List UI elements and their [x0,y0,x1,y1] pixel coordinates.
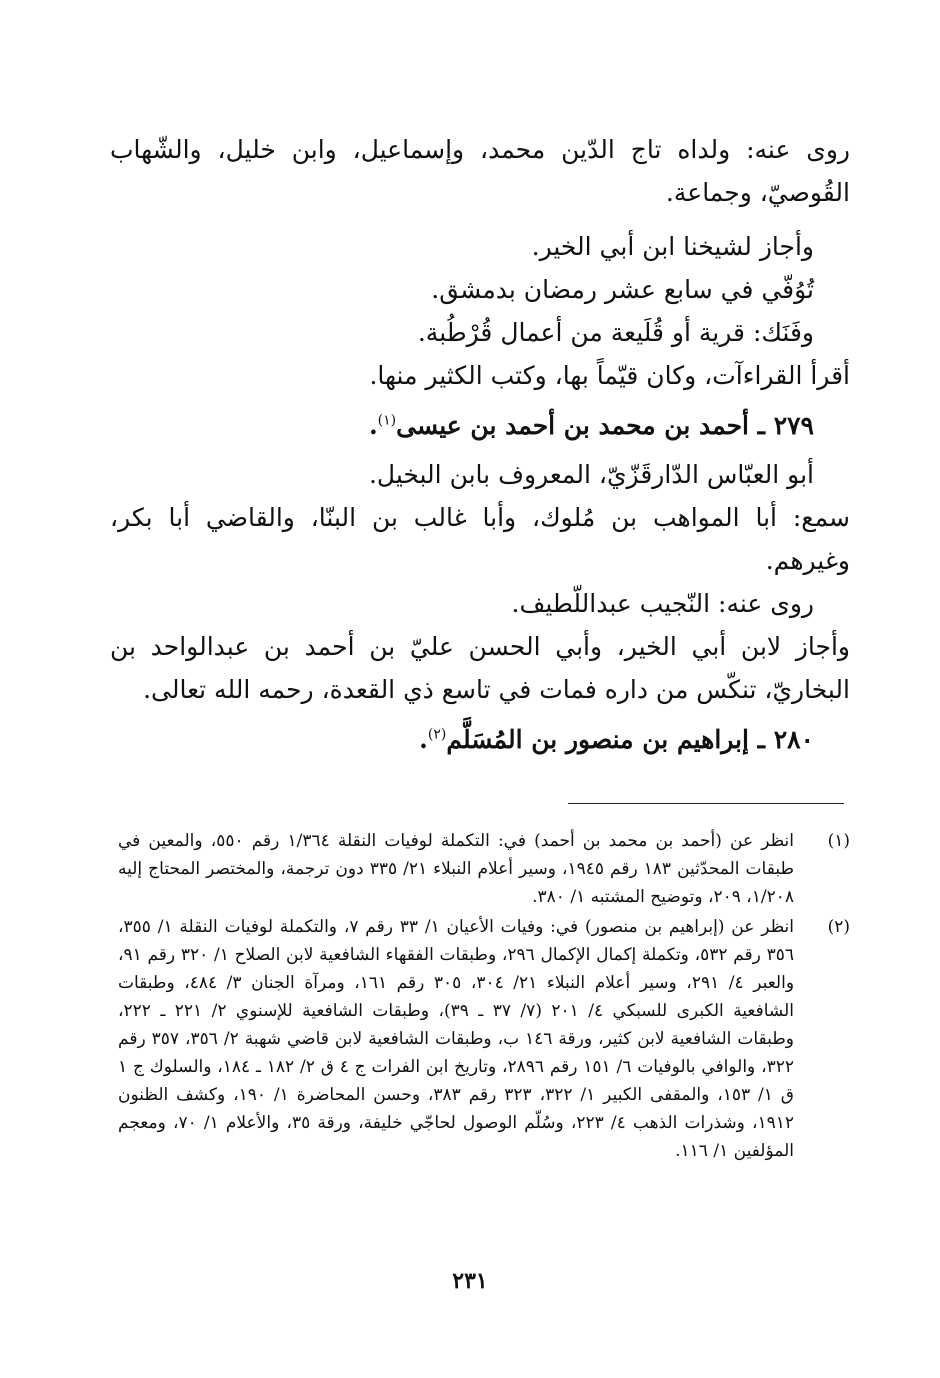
paragraph-licensed-2: وأجاز لابن أبي الخير، وأبي الحسن عليّ بن أحمد بن عبدالواحد بن البخاريّ، تنكّس من داره فمات في تاسع ذي القعدة، رحمه الله تعالى. [110,632,850,704]
footnote [118,913,850,1165]
paragraph-licensed: وأجاز لشيخنا ابن أبي الخير. [531,232,814,261]
entry-heading-279 [110,403,850,449]
paragraph-narrated-by-2: روى عنه: النّجيب عبداللّطيف. [511,589,814,618]
entry-heading-280 [110,717,850,763]
main-text [110,128,850,767]
entry-title: ٢٧٩ ـ أحمد بن محمد بن أحمد بن عيسى [396,411,814,440]
paragraph-kunya: أبو العبّاس الدّارقَزّيّ، المعروف بابن البخيل. [368,460,814,489]
footnote-text: انظر عن (إبراهيم بن منصور) في: وفيات الأعيان ١/ ٣٣ رقم ٧، والتكملة لوفيات النقلة ١/ ٣٥٥، ٣٥٦ رقم ٥٣٢، وتكملة إكمال الإكمال ٢٩٦، وطبقات الفقهاء الشافعية لابن الصلاح ١/ ٣٢٠ رقم ٩١، والعبر ٤/ ٢٩١، وسير أعلام النبلاء ٢١/ ٣٠٤، ٣٠٥ رقم ١٦١، ومرآة الجنان ٣/ ٤٨٤، وطبقات الشافعية الكبرى للسبكي ٤/ ٢٠١ (٧/ ٣٧ ـ ٣٩)، وطبقات الشافعية للإسنوي ٢/ ٢٢١ ـ ٢٢٢، وطبقات الشافعية لابن كثير، ورقة ١٤٦ ب، وطبقات الشافعية لابن قاضي شهبة ٢/ ٣٥٦، ٣٥٧ رقم ٣٢٢، والوافي بالوفيات ٦/ ١٥١ رقم ٢٨٩٦، وتاريخ ابن الفرات ج ٤ ق ٢/ ١٨٢ ـ ١٨٤، والسلوك ج ١ ق ١/ ١٥٣، والمقفى الكبير ١/ ٣٢٢، ٣٢٣ رقم ٣٨٣، وحسن المحاضرة ١/ ١٩٠، وكشف الظنون ١٩١٢، وشذرات الذهب ٤/ ٢٢٣، وسُلّم الوصول لحاجّي خليفة، ورقة ٣٥، والأعلام ١/ ٧٠، ومعجم المؤلفين ١/ ١١٦. [118,917,795,1161]
paragraph-heard: سمع: أبا المواهب بن مُلوك، وأبا غالب بن البنّا، والقاضي أبا بكر، وغيرهم. [110,503,850,575]
paragraph-narrated-by: روى عنه: ولداه تاج الدّين محمد، وإسماعيل، وابن خليل، والشّهاب القُوصيّ، وجماعة. [110,135,850,207]
paragraph-death: تُوُفّي في سابع عشر رمضان بدمشق. [431,275,814,304]
entry-end: . [419,725,428,754]
footnote-ref: (٢) [427,726,447,743]
paragraph-readings: أقرأ القراءآت، وكان قيّماً بها، وكتب الكثير منها. [369,361,850,390]
paragraph-fanak: وفَنَك: قرية أو قُلَيعة من أعمال قُرْطُبة. [417,318,814,347]
footnote-number: (٢) [827,917,850,937]
footnote-ref: (١) [377,412,397,429]
footnote-text: انظر عن (أحمد بن محمد بن أحمد) في: التكملة لوفيات النقلة ١/٣٦٤ رقم ٥٥٠، والمعين في طبقات المحدّثين ١٨٣ رقم ١٩٤٥، وسير أعلام النبلاء ٢١/ ٣٣٥ دون ترجمة، والمختصر المحتاج إليه ١/٢٠٨، ٢٠٩، وتوضيح المشتبه ١/ ٣٨٠. [118,831,794,907]
footnote-number: (١) [827,831,850,851]
footnote [118,827,850,911]
entry-title: ٢٨٠ ـ إبراهيم بن منصور بن المُسَلَّم [446,725,814,754]
entry-end: . [368,411,378,440]
footnote-divider [568,803,844,804]
page-number: ٢٣١ [452,1268,488,1294]
footnotes [118,827,850,1167]
